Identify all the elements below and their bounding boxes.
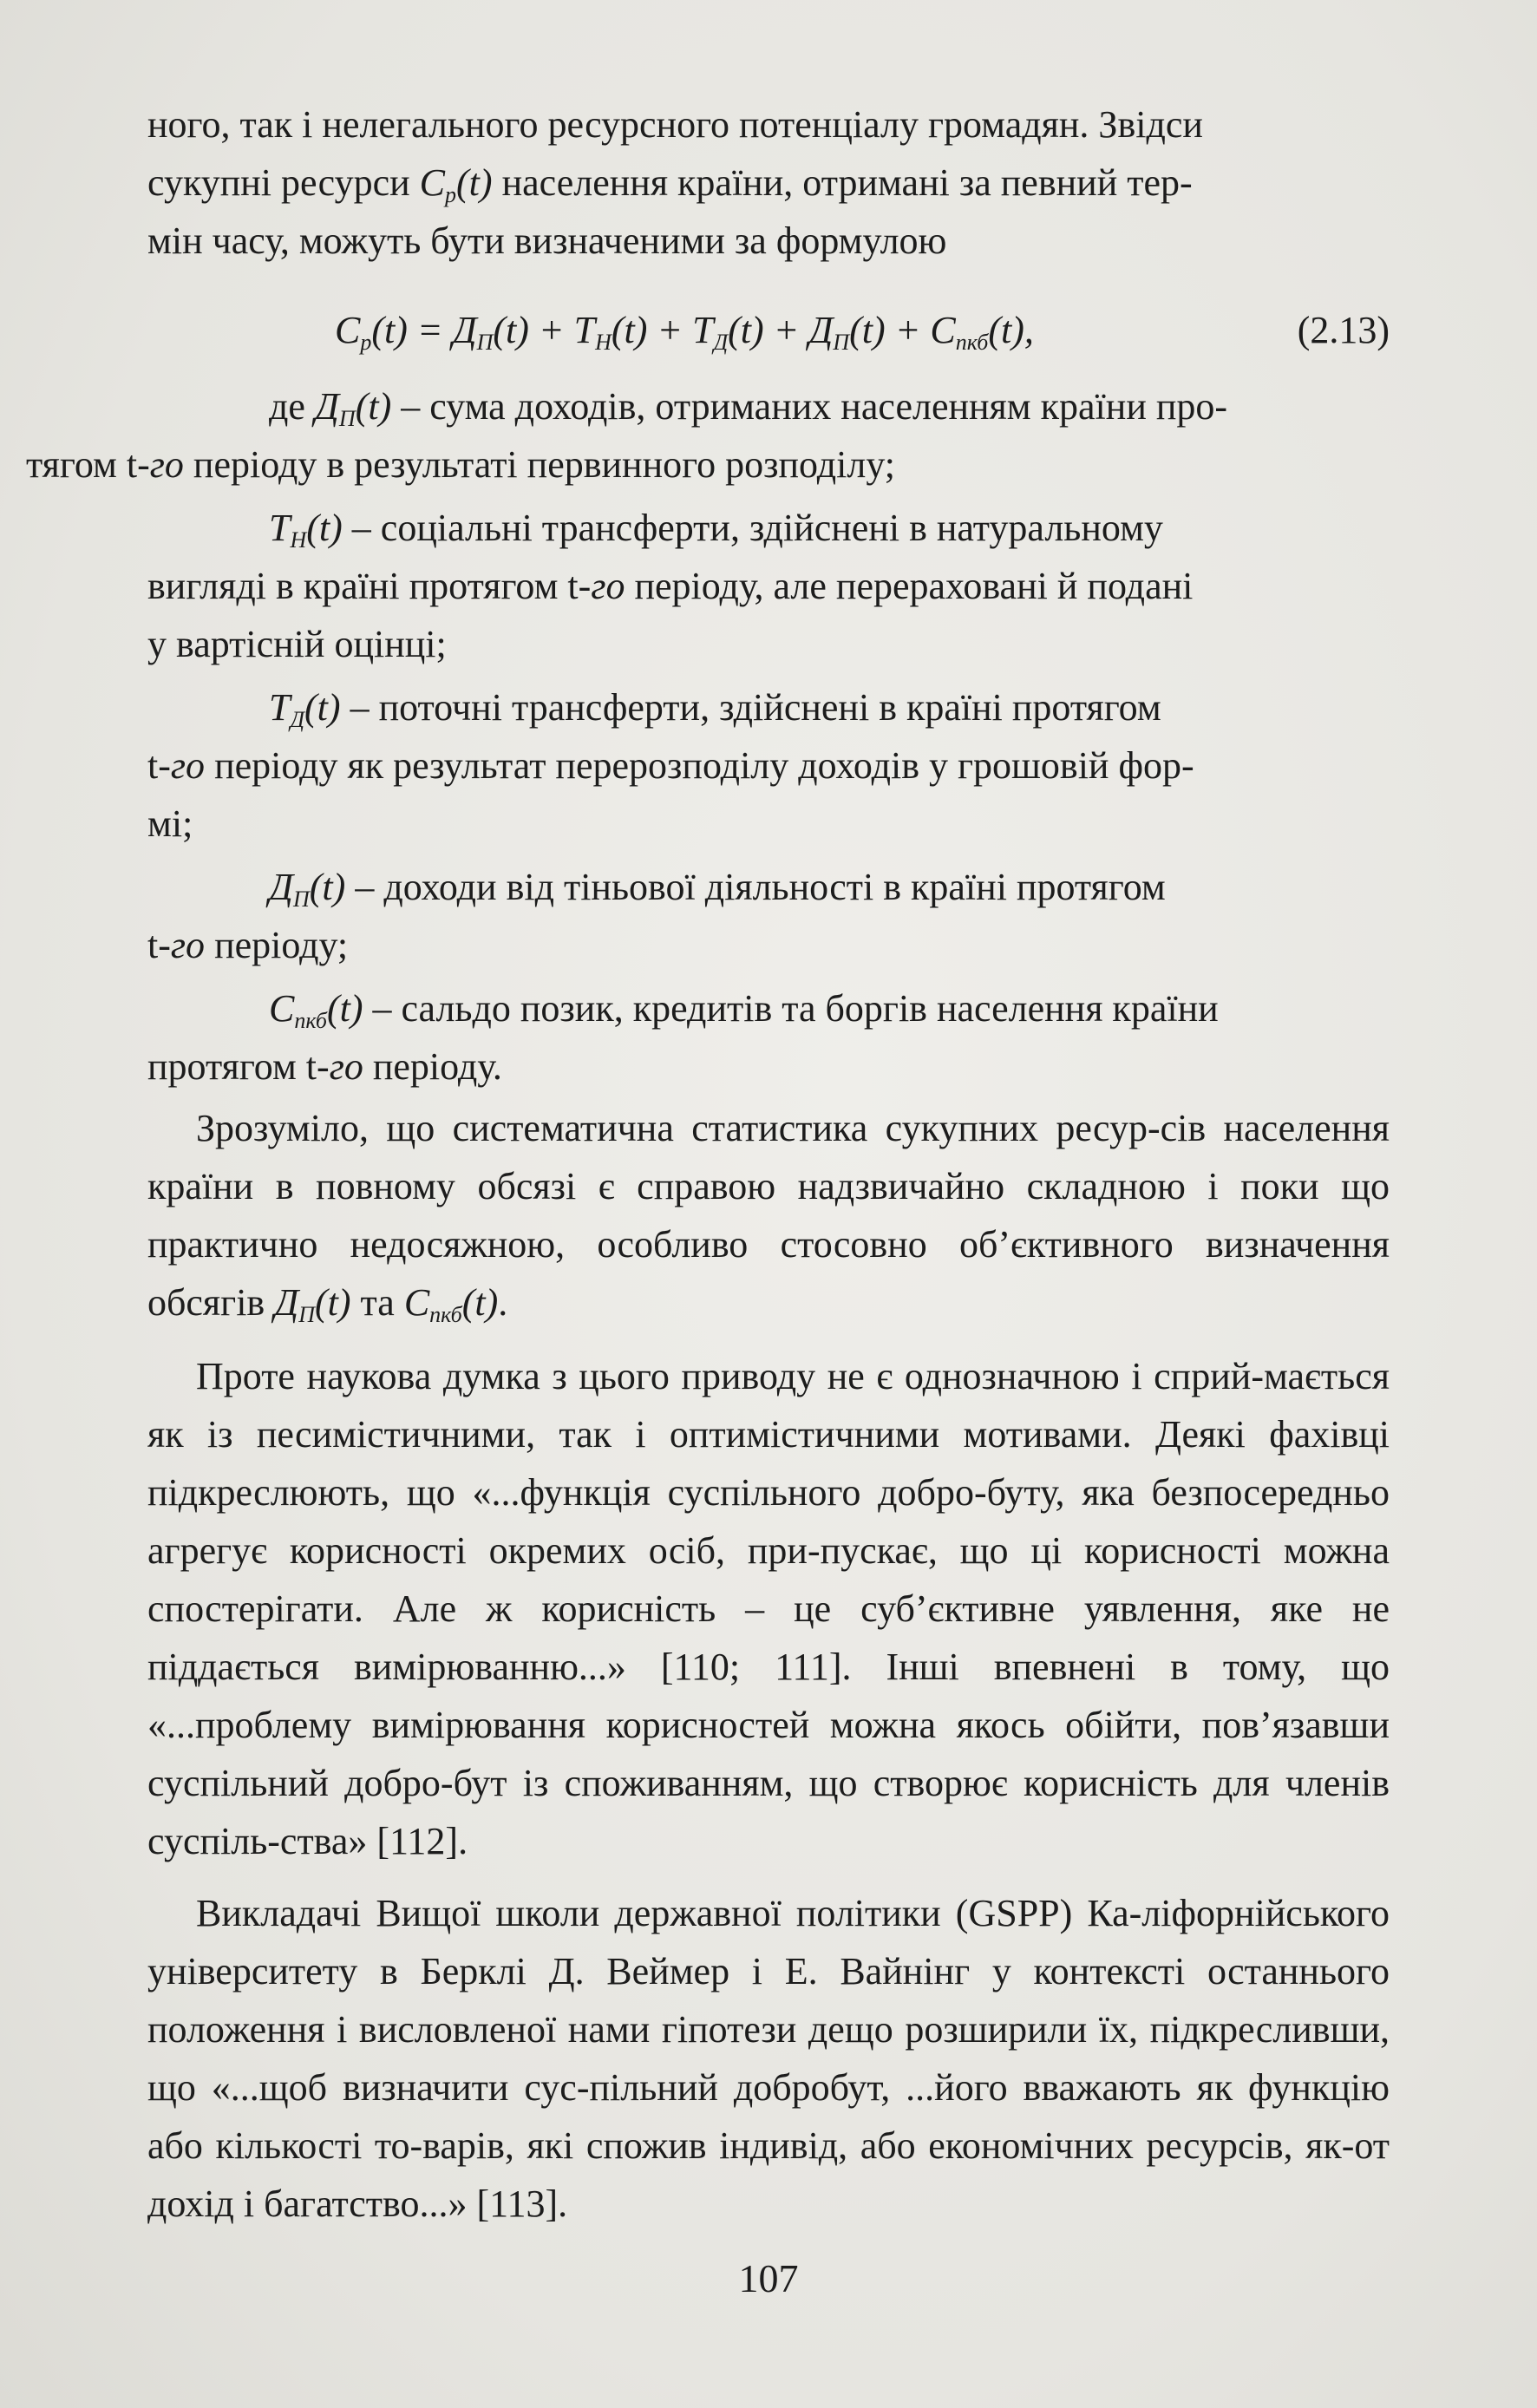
- page-number: 107: [738, 2256, 799, 2300]
- definition-social-transfers: $T_Н(t)$ – соціальні трансферти, здійснені в натуральному вигляді в країні протягом t-го періоду, але перераховані й подані у вартісній оцінці;: [147, 507, 1194, 665]
- resources-symbol: $C_p(t)$: [419, 161, 493, 207]
- paragraph-statistics: Зрозуміло, що систематична статистика сукупних ресур-сів населення країни в повному обсязі є справою надзвичайно складною і поки що практично недосяжною, особливо стосовно об’єктивного визначення обсягів $Д_П(t)$ та $C_{пкб}(t)$.: [147, 1107, 1390, 1327]
- page-text: [26, 95, 1390, 2233]
- definition-shadow-income: $Д_П(t)$ – доходи від тіньової діяльності в країні протягом t-го періоду;: [147, 866, 1166, 966]
- paragraph-gspp: Викладачі Вищої школи державної політики (GSPP) Ка-ліфорнійського університету в Берклі Д. Веймер і Е. Вайнінг у контексті останнього положення і висловленої нами гіпотези дещо розширили їх, підкресливши, що «...щоб визначити сус-пільний добробут, ...його вважають як функцію або кількості то-варів, які спожив індивід, або економічних ресурсів, як-от дохід і багатство...» [113].: [147, 1892, 1390, 2225]
- paragraph-scientific-opinion: Проте наукова думка з цього приводу не є однозначною і сприй-мається як із песимістичними, так і оптимістичними мотивами. Деякі фахівці підкреслюють, що «...функція суспільного добро-буту, яка безпосередньо агрегує корисності окремих осіб, при-пускає, що ці корисності можна спостерігати. Але ж корисність – це суб’єктивне уявлення, яке не піддається вимірюванню...» [110; 111]. Інші впевнені в тому, що «...проблему вимірювання корисностей можна якось обійти, пов’язавши суспільний добро-бут із споживанням, що створює корисність для членів суспіль-ства» [112].: [147, 1355, 1390, 1862]
- definition-primary-income: де $Д_П(t)$ – сума доходів, отриманих населенням країни про- тягом t-го періоду в результаті первинного розподілу;: [26, 385, 1228, 486]
- definition-loan-balance: $C_{пкб}(t)$ – сальдо позик, кредитів та боргів населення країни протягом t-го періоду.: [147, 987, 1219, 1088]
- formula-2-13: [147, 282, 1390, 377]
- formula-expression: $C_p(t) = Д_П(t) + T_Н(t) + T_Д(t) + Д_П(t) + C_{пкб}(t)$,: [335, 309, 1034, 355]
- intro-paragraph: ного, так і нелегального ресурсного потенціалу громадян. Звідси сукупні ресурси $C_p(t)$ населення країни, отримані за певний тер- мін часу, можуть бути визначеними за формулою: [147, 103, 1203, 262]
- formula-number: (2.13): [1297, 309, 1390, 351]
- definition-current-transfers: $T_Д(t)$ – поточні трансферти, здійснені в країні протягом t-го періоду як результат перерозподілу доходів у грошовій фор- мі;: [147, 686, 1194, 845]
